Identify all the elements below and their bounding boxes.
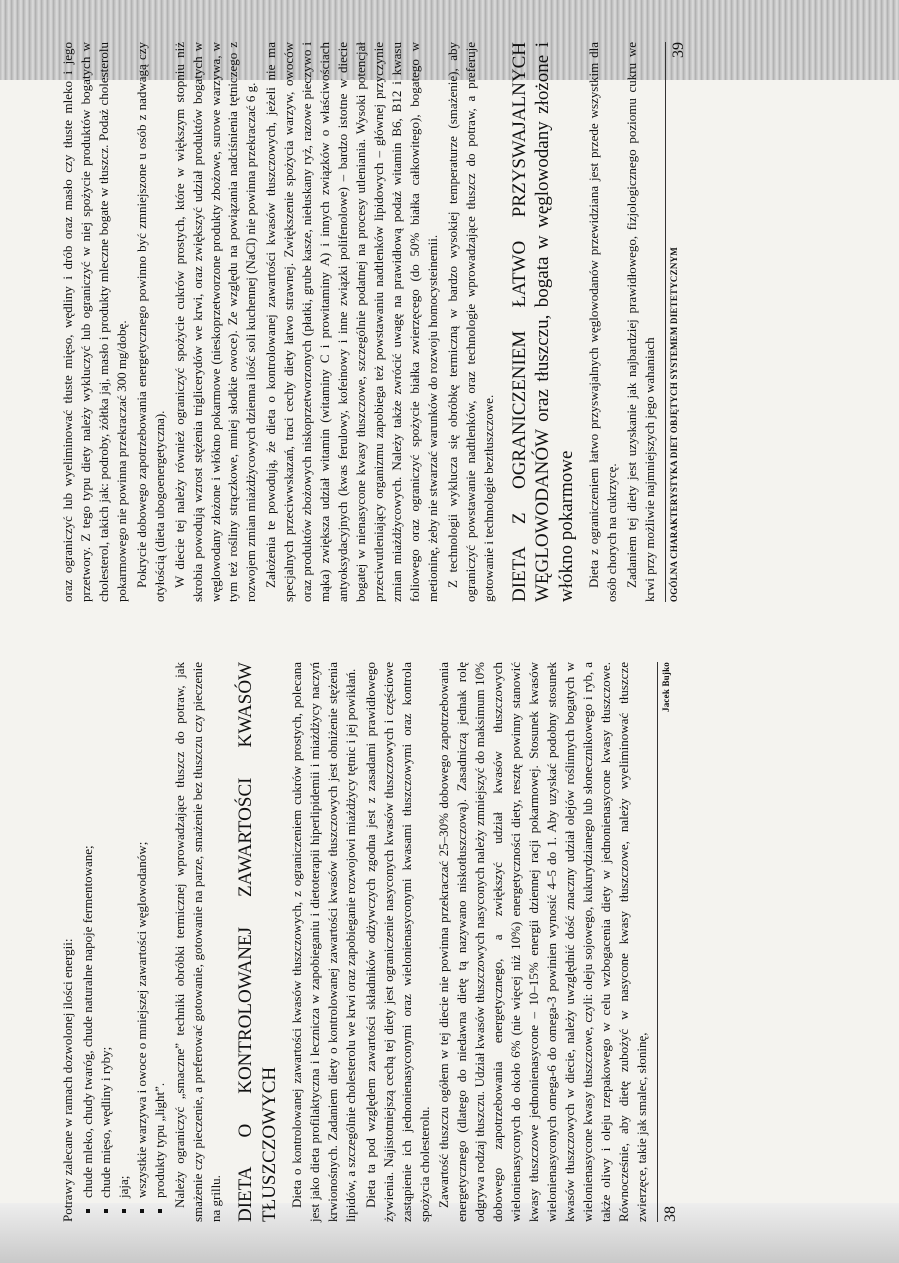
page-number: 39 bbox=[669, 42, 687, 58]
paragraph: Założenia te powodują, że dieta o kontrolowanej zawartości kwasów tłuszczowych, jeżeli nie ma specjalnych przeciwwskazań, traci cechy diety łatwo strawnej. Zwiększenie spożycia warzyw, owoców oraz produktów zbożowych niskoprzetworzonych (płatki, grube kasze, niełuskany ryż, razowe pieczywo i mąka) zwiększa udział witamin (witaminy C i prowitaminy A) i innych związków o właściwościach antyoksydacyjnych (kwas ferulowy, kofeinowy i inne związki polifenolowe) – bardzo istotne w diecie bogatej w nienasycone kwasy tłuszczowe, szczególnie podatnej na procesy utleniania. Wysoki potencjał przeciwutleniający organizmu zapobiega też powstawaniu nadtlenków lipidowych – głównej przyczynie zmian miażdżycowych. Należy także zwrócić uwagę na prawidłową podaż witamin B6, B12 i kwasu foliowego oraz ograniczyć spożycie białka zwierzęcego (do 50% białka całkowitego), bogatego w metioninę, żeby nie stwarzać warunków do rozwoju homocysteinemii. bbox=[263, 42, 440, 602]
paragraph: W diecie tej należy również ograniczyć spożycie cukrów prostych, które w większym stopniu niż skrobia powodują wzrost stężenia triglicerydów we krwi, oraz zwiększyć udział produktów bogatych w węglowodany złożone i włókno pokarmowe (nieskoprzetworzone produkty zbożowe, surowe warzywa, w tym też rośliny strączkowe, mniej słodkie owoce). Ze względu na powiązania nadciśnienia tętniczego z rozwojem zmian miażdżycowych dzienna ilość soli kuchennej (NaCl) nie powinna przekraczać 6 g. bbox=[171, 42, 259, 602]
page-footer bbox=[665, 42, 690, 602]
list-item: ▪ chude mleko, chudy twaróg, chude naturalne napoje fermentowane; bbox=[79, 662, 97, 1198]
page-39 bbox=[59, 42, 839, 602]
list-item: ▪ wszystkie warzywa i owoce o mniejszej zawartości węglowodanów; bbox=[133, 662, 151, 1198]
paragraph-techniques: Należy ograniczyć „smaczne” techniki obróbki termicznej wprowadzające tłuszcz do potraw, jak smażenie czy pieczenie, a preferować gotowanie, gotowanie na parze, smażenie bez tłuszczu czy pieczenie na grillu. bbox=[171, 662, 223, 1222]
section-heading-carbohydrates: DIETA Z OGRANICZENIEM ŁATWO PRZYSWAJALNYCH WĘGLOWODANÓW oraz tłuszczu, bogata w węglowodany złożone i włókno pokarmowe bbox=[508, 42, 577, 602]
paragraph: Dieta o kontrolowanej zawartości kwasów tłuszczowych, z ograniczeniem cukrów prostych, polecana jest jako dieta profilaktyczna i lecznicza w zapobieganiu i dietoterapii hiperlipidemii i miażdżycy naczyń krwionośnych. Zadaniem diety o kontrolowanej zawartości kwasów tłuszczowych jest obniżenie stężenia lipidów, a szczególnie cholesterolu we krwi oraz zapobieganie rozwojowi miażdżycy tętnic i jej powikłań. bbox=[288, 662, 358, 1222]
page-footer bbox=[657, 662, 682, 1222]
recommended-list bbox=[79, 662, 169, 1222]
page-38 bbox=[59, 662, 839, 1222]
list-item: ▪ produkty typu „light”. bbox=[151, 662, 169, 1198]
paragraph: oraz ograniczyć lub wyeliminować tłuste mięso, wędliny i drób oraz masło czy tłuste mleko i jego przetwory. Z tego typu diety należy wykluczyć lub ograniczyć w niej spożycie produktów bogatych w cholesterol, takich jak: podroby, żółtka jaj, masło i produkty mleczne bogate w tłuszcz. Podaż cholesterolu pokarmowego nie powinna przekraczać 300 mg/dobę. bbox=[60, 42, 129, 602]
recommended-intro: Potrawy zalecane w ramach dozwolonej ilości energii: bbox=[60, 938, 75, 1222]
paragraph: Zadaniem tej diety jest uzyskanie jak najbardziej prawidłowego, fizjologicznego poziomu cukru we krwi przy możliwie najmniejszych jego wahaniach bbox=[623, 42, 657, 602]
paragraph: Z technologii wyklucza się obróbkę termiczną w bardzo wysokiej temperaturze (smażenie), aby ograniczyć powstawanie nadtlenków, oraz technologie wprowadzające tłuszcz do potraw, a preferuje gotowanie i technologie beztłuszczowe. bbox=[444, 42, 496, 602]
paragraph: Dieta z ograniczeniem łatwo przyswajalnych węglowodanów przewidziana jest przede wszystkim dla osób chorych na cukrzycę. bbox=[585, 42, 619, 602]
list-item: ▪ jaja; bbox=[115, 662, 133, 1198]
paragraph: Zawartość tłuszczu ogółem w tej diecie nie powinna przekraczać 25–30% dobowego zapotrzebowania energetycznego (dlatego do niedawna dietę tą nazywano niskotłuszczową). Zasadniczą jednak rolę odgrywa rodzaj tłuszczu. Udział kwasów tłuszczowych nasyconych należy zmniejszyć do maksimum 10% dobowego zapotrzebowania energetycznego, a zwiększyć udział kwasów tłuszczowych wielonienasyconych do około 6% (nie więcej niż 10%) energetyczności diety, resztę powinny stanowić kwasy tłuszczowe jednonienasycone – 10–15% energii dziennej racji pokarmowej. Stosunek kwasów wielonienasyconych omega-6 do omega-3 powinien wynosić 4–5 do 1. Aby uzyskać podobny stosunek kwasów tłuszczowych w diecie, należy uwzględnić dość znaczny udział olejów roślinnych bogatych w wielonienasycone kwasy tłuszczowe, czyli: oleju sojowego, kukurydzianego lub słonecznikowego i ryb, a także oliwy i oleju rzepakowego w celu wzbogacenia diety w jednonienasycone kwasy tłuszczowe. Równocześnie, aby dietę zubożyć w nasycone kwasy tłuszczowe, należy wyeliminować tłuszcze zwierzęce, takie jak smalec, słoninę, bbox=[436, 662, 649, 1222]
book-spread bbox=[59, 42, 839, 1222]
paragraph: Dieta ta pod względem zawartości składników odżywczych zgodna jest z zasadami prawidłowego żywienia. Najistotniejszą cechą tej diety jest ograniczenie nasyconych kwasów tłuszczowych i częściowe zastąpienie ich jednonienasyconymi oraz wielonienasyconymi kwasami tłuszczowymi oraz kontrola spożycia cholesterolu. bbox=[362, 662, 432, 1222]
list-item: ▪ chude mięso, wędliny i ryby; bbox=[97, 662, 115, 1198]
section-heading-fatty-acids: DIETA O KONTROLOWANEJ ZAWARTOŚCI KWASÓW TŁUSZCZOWYCH bbox=[235, 662, 281, 1222]
running-title: OGÓLNA CHARAKTERYSTYKA DIET OBJĘTYCH SYSTEMEM DIETETYCZNYM bbox=[668, 247, 679, 602]
page-number: 38 bbox=[661, 1206, 679, 1222]
author-name: Jacek Bujko bbox=[660, 662, 671, 712]
paragraph: Pokrycie dobowego zapotrzebowania energetycznego powinno być zmniejszone u osób z nadwagą czy otyłością (dieta ubogoenergetyczna). bbox=[133, 42, 167, 602]
